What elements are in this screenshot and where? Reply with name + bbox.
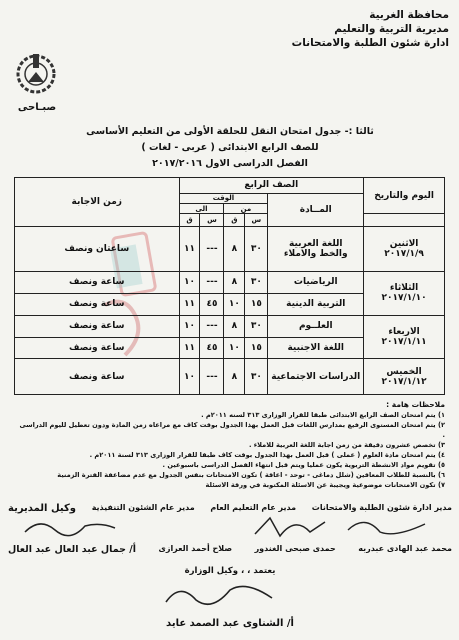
- table-row: [15, 315, 445, 337]
- signature-names-row: [8, 544, 452, 555]
- signature-name: حمدى صبحى الغندور: [254, 544, 336, 553]
- undersecretary-name: أ/ الشناوى عبد الصمد عايد: [166, 618, 294, 629]
- day-cell: الاربعاء ٢٠١٧/١/١١: [364, 315, 445, 359]
- from-q-cell: ١٥: [245, 337, 268, 359]
- to-q-cell: ---: [200, 359, 224, 395]
- to-s-cell: ١٠: [179, 315, 200, 337]
- note-item: ٧) تكون الامتحانات موضوعية ويجيبة عن الاسئلة المكتوبة في ورقة الاسئلة: [205, 481, 445, 489]
- from-q-cell: ٣٠: [245, 271, 268, 293]
- from-q-cell: ٣٠: [245, 315, 268, 337]
- signature-icon: [340, 512, 430, 540]
- signature-icon: [20, 512, 120, 540]
- note-item: ٣) تخصص عشرون دقيقة من زمن اجابة اللغة العربية للاملاء .: [248, 441, 445, 449]
- to-s-cell: ١١: [179, 337, 200, 359]
- col-from-header: من: [224, 204, 268, 214]
- duration-cell: ساعة ونصف: [15, 271, 180, 293]
- subject-cell: اللغة الاجنبية: [268, 337, 364, 359]
- day-cell: الاثنين ٢٠١٧/١/٩: [364, 227, 445, 272]
- logo-text: صبـاحى: [17, 102, 57, 113]
- col-duration-header: زمن الاجابة: [15, 178, 180, 227]
- from-s-cell: ١٠: [224, 293, 245, 315]
- duration-cell: ساعة ونصف: [15, 293, 180, 315]
- logo-icon: [14, 44, 58, 102]
- subject-cell: العلــوم: [268, 315, 364, 337]
- governorate-name: محافظة الغربية: [369, 9, 449, 21]
- department-name: ادارة شئون الطلبة والامتحانات: [291, 37, 449, 49]
- notes-title: ملاحظات هامة :: [386, 400, 445, 409]
- day-cell: الثلاثاء ٢٠١٧/١/١٠: [364, 271, 445, 315]
- unit-to-s: س: [200, 214, 224, 227]
- col-day-header: اليوم والتاريخ: [364, 178, 445, 214]
- from-q-cell: ٣٠: [245, 227, 268, 272]
- duration-cell: ساعتان ونصف: [15, 227, 180, 272]
- signature-title: مدير عام التعليم العام: [210, 503, 297, 512]
- to-q-cell: ---: [200, 227, 224, 272]
- col-time-header: الوقت: [179, 193, 268, 203]
- to-s-cell: ١١: [179, 227, 200, 272]
- notes-section: [15, 400, 445, 490]
- signature-icon: [250, 512, 330, 542]
- duration-cell: ساعة ونصف: [15, 337, 180, 359]
- directorate-name: مديرية التربية والتعليم: [334, 23, 449, 35]
- to-s-cell: ١١: [179, 293, 200, 315]
- exam-schedule-table: [14, 177, 445, 395]
- from-q-cell: ٣٠: [245, 359, 268, 395]
- unit-from-s: س: [245, 214, 268, 227]
- from-s-cell: ٨: [224, 359, 245, 395]
- term-title: الفصل الدراسى الاول ٢٠١٧/٢٠١٦: [152, 158, 308, 169]
- subject-cell: اللغة العربية والخط والاملاء: [268, 227, 364, 272]
- from-s-cell: ١٠: [224, 337, 245, 359]
- table-row: [15, 359, 445, 395]
- from-s-cell: ٨: [224, 315, 245, 337]
- from-s-cell: ٨: [224, 227, 245, 272]
- from-s-cell: ٨: [224, 271, 245, 293]
- to-q-cell: ٤٥: [200, 293, 224, 315]
- table-row: [15, 227, 445, 272]
- subject-cell: الرياضيات: [268, 271, 364, 293]
- note-item: ١) يتم امتحان الصف الرابع الابتدائى طبقا للقرار الوزارى ٣١٣ لسنه ٢٠١١م .: [201, 411, 445, 419]
- approval-text: يعتمد ، ، وكيل الوزارة: [184, 566, 276, 576]
- subject-cell: الدراسات الاجتماعية: [268, 359, 364, 395]
- directorate-header: [292, 8, 449, 50]
- signature-name: أ/ جمال عبد العال عبد العال: [8, 544, 136, 555]
- unit-to-q: ق: [179, 214, 200, 227]
- col-subject-header: المــادة: [268, 193, 364, 226]
- duration-cell: ساعة ونصف: [15, 315, 180, 337]
- from-q-cell: ١٥: [245, 293, 268, 315]
- signature-name: صلاح أحمد العرازى: [158, 544, 233, 553]
- note-item: ٢) يتم امتحان المستوى الرفيع بمدارس اللغات قبل العمل بهذا الجدول بوقت كاف مع مراعاه زمن المادة ودون تعطيل لليوم الدراسى .: [19, 421, 445, 439]
- duration-cell: ساعة ونصف: [15, 359, 180, 395]
- signature-icon: [160, 578, 280, 612]
- subject-cell: التربية الدينية: [268, 293, 364, 315]
- note-item: ٤) يتم امتحان مادة العلوم ( عملى ) قبل العمل بهذا الجدول بوقت كاف طبقا للقرار الوزارى ٣١٣ لسنة ٢٠١١م .: [89, 451, 445, 459]
- to-q-cell: ---: [200, 315, 224, 337]
- to-s-cell: ١٠: [179, 359, 200, 395]
- note-item: ٦) بالنسبة للطلاب المعاقين (شلل دماغى - توحد - اعاقة ) تكون الامتحانات بنفس الجدول مع عدم مضاعفة الفترة الزمنية: [57, 471, 445, 479]
- col-to-header: الى: [179, 204, 224, 214]
- signature-title: مدير ادارة شئون الطلبة والامتحانات: [311, 503, 452, 512]
- to-q-cell: ---: [200, 271, 224, 293]
- grade-header: الصف الرابع: [179, 178, 364, 194]
- page-subtitle: للصف الرابع الابتدائى ( عربى - لغات ): [141, 142, 319, 153]
- signature-title: مدير عام الشئون التنفيذية: [91, 503, 195, 512]
- page-title: ثالثا :- جدول امتحان النقل للحلقة الأولى من التعليم الأساسى: [86, 126, 374, 137]
- signature-name: محمد عبد الهادى عبدربه: [358, 544, 452, 553]
- unit-from-q: ق: [224, 214, 245, 227]
- day-cell: الخميس ٢٠١٧/١/١٢: [364, 359, 445, 395]
- note-item: ٥) تقويم مواد الانشطة التربوية يكون عمليا ويتم قبل انتهاء الفصل الدراسى باسبوعين .: [162, 461, 445, 469]
- to-q-cell: ٤٥: [200, 337, 224, 359]
- signature-title: وكيل المديرية: [8, 503, 76, 514]
- to-s-cell: ١٠: [179, 271, 200, 293]
- table-row: [15, 271, 445, 293]
